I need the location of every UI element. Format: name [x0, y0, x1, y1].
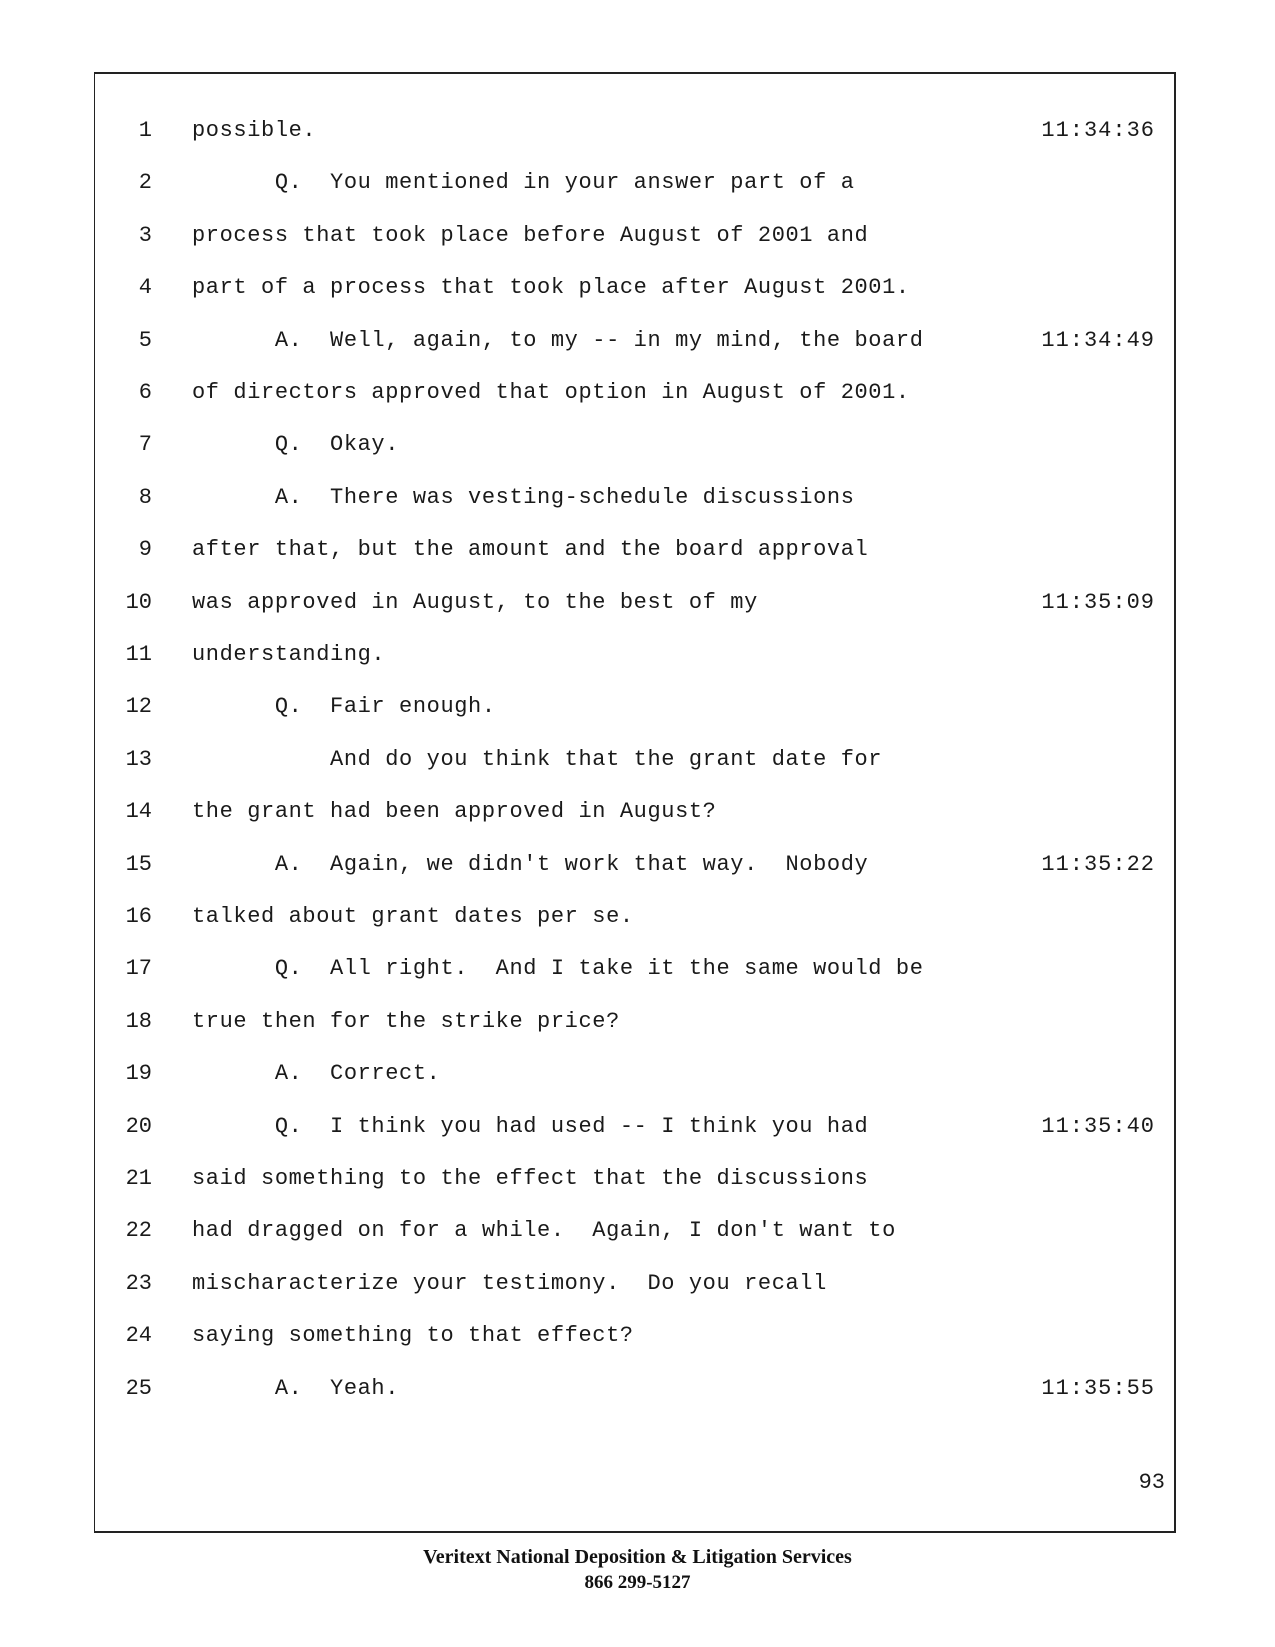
- line-number: 18: [125, 1008, 152, 1034]
- transcript-line: [0, 949, 1275, 989]
- transcript-line: [0, 635, 1275, 675]
- line-text: part of a process that took place after August 2001.: [192, 275, 910, 301]
- line-number: 7: [138, 432, 152, 458]
- line-number: 19: [125, 1061, 152, 1087]
- line-number: 4: [138, 275, 152, 301]
- line-text: after that, but the amount and the board approval: [192, 537, 869, 563]
- line-number: 12: [125, 694, 152, 720]
- transcript-line: [0, 1264, 1275, 1304]
- footer-phone: 866 299-5127: [584, 1572, 691, 1593]
- line-number: 16: [125, 904, 152, 929]
- transcript-line: [0, 897, 1275, 937]
- page-number: 93: [1138, 1470, 1165, 1495]
- line-text: Q. You mentioned in your answer part of a: [192, 170, 855, 196]
- line-number: 9: [138, 537, 152, 563]
- line-number: 6: [138, 380, 152, 405]
- line-text: mischaracterize your testimony. Do you recall: [192, 1270, 827, 1296]
- transcript-line: [0, 321, 1275, 361]
- line-text: possible.: [192, 118, 317, 143]
- transcript-line: [0, 1316, 1275, 1356]
- line-number: 2: [138, 170, 152, 196]
- footer-company: Veritext National Deposition & Litigation Services: [423, 1546, 852, 1568]
- transcript-line: [0, 111, 1275, 151]
- line-text: Q. All right. And I take it the same would be: [192, 956, 924, 982]
- transcript-line: [0, 216, 1275, 256]
- transcript-line: [0, 1107, 1275, 1147]
- transcript-line: [0, 1054, 1275, 1094]
- line-text: was approved in August, to the best of my: [192, 589, 758, 615]
- line-text: And do you think that the grant date for: [192, 746, 883, 772]
- line-number: 5: [138, 327, 152, 353]
- line-number: 22: [125, 1218, 152, 1244]
- transcript-line: [0, 792, 1275, 832]
- line-number: 15: [125, 851, 152, 877]
- transcript-line: [0, 478, 1275, 518]
- line-number: 24: [125, 1323, 152, 1349]
- line-text: Q. I think you had used -- I think you had: [192, 1113, 869, 1139]
- transcript-line: [0, 740, 1275, 780]
- line-text: said something to the effect that the discussions: [192, 1166, 869, 1191]
- transcript-line: [0, 583, 1275, 623]
- line-number: 21: [125, 1166, 152, 1191]
- line-text: saying something to that effect?: [192, 1323, 634, 1349]
- line-number: 10: [125, 589, 152, 615]
- line-text: A. Again, we didn't work that way. Nobody: [192, 851, 869, 877]
- line-text: process that took place before August of 2001 and: [192, 222, 869, 248]
- line-text: Q. Okay.: [192, 432, 400, 458]
- line-number: 20: [125, 1113, 152, 1139]
- line-number: 25: [125, 1375, 152, 1401]
- timestamp: 11:35:09: [1041, 589, 1155, 615]
- transcript-line: [0, 1211, 1275, 1251]
- line-number: 8: [138, 484, 152, 510]
- transcript-line: [0, 163, 1275, 203]
- line-number: 14: [125, 799, 152, 825]
- line-text: Q. Fair enough.: [192, 694, 496, 720]
- line-text: A. There was vesting-schedule discussions: [192, 484, 855, 510]
- line-number: 11: [125, 642, 152, 667]
- line-text: A. Yeah.: [192, 1375, 400, 1401]
- line-text: the grant had been approved in August?: [192, 799, 717, 825]
- line-text: understanding.: [192, 642, 386, 667]
- line-number: 13: [125, 746, 152, 772]
- timestamp: 11:35:22: [1041, 851, 1155, 877]
- line-text: had dragged on for a while. Again, I don't want to: [192, 1218, 896, 1244]
- transcript-line: [0, 1369, 1275, 1409]
- timestamp: 11:34:36: [1041, 118, 1155, 143]
- transcript-line: [0, 1159, 1275, 1199]
- line-number: 1: [138, 118, 152, 143]
- transcript-line: [0, 845, 1275, 885]
- timestamp: 11:34:49: [1041, 327, 1155, 353]
- line-text: A. Well, again, to my -- in my mind, the board: [192, 327, 924, 353]
- line-text: A. Correct.: [192, 1061, 441, 1087]
- timestamp: 11:35:55: [1041, 1375, 1155, 1401]
- line-text: talked about grant dates per se.: [192, 904, 634, 929]
- transcript-line: [0, 373, 1275, 413]
- line-text: of directors approved that option in August of 2001.: [192, 380, 910, 405]
- transcript-line: [0, 687, 1275, 727]
- line-number: 3: [138, 222, 152, 248]
- transcript-line: [0, 1002, 1275, 1042]
- timestamp: 11:35:40: [1041, 1113, 1155, 1139]
- transcript-line: [0, 268, 1275, 308]
- transcript-line: [0, 425, 1275, 465]
- line-number: 23: [125, 1270, 152, 1296]
- line-number: 17: [125, 956, 152, 982]
- transcript-line: [0, 530, 1275, 570]
- line-text: true then for the strike price?: [192, 1008, 620, 1034]
